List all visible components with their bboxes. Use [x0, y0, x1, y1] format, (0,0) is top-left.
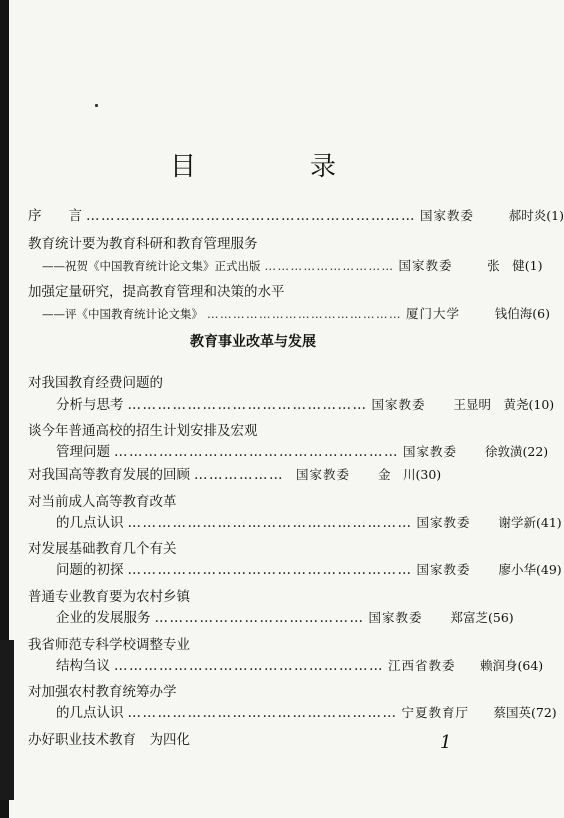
- entry-author: 赖润身(64): [480, 658, 544, 673]
- toc-entry-subtitle: [42, 305, 550, 323]
- toc-entry-preface: [28, 207, 564, 225]
- entry-org: 国家教委: [420, 208, 475, 223]
- leader-dots: ………………………………………………: [127, 705, 398, 721]
- entry-org: 国家教委: [403, 444, 458, 459]
- entry-title: ——祝贺《中国教育统计论文集》正式出版: [42, 259, 261, 273]
- entry-title: 的几点认识: [56, 515, 124, 531]
- toc-entry-subtitle: [42, 257, 543, 275]
- entry-org: 国家教委: [416, 562, 471, 577]
- toc-entry-title: 办好职业技术教育 为四化: [28, 732, 190, 748]
- entry-org: 国家教委: [368, 610, 423, 625]
- print-speck: [95, 104, 98, 107]
- section-heading: 教育事业改革与发展: [190, 334, 316, 350]
- entry-author: 徐敦潢(22): [485, 444, 549, 459]
- toc-entry: [56, 514, 562, 532]
- toc-entry: [56, 609, 514, 627]
- toc-entry-title: 教育统计要为教育科研和教育管理服务: [28, 236, 258, 252]
- entry-title: 管理问题: [56, 444, 110, 460]
- leader-dots: ……………………………………: [154, 610, 365, 626]
- entry-author: 张 健(1): [487, 258, 543, 273]
- leader-dots: ………………………………………………: [114, 658, 384, 674]
- book-spine-shadow-lower: [0, 640, 14, 800]
- entry-org: 江西省教委: [388, 658, 456, 673]
- leader-dots: …………………………………………: [127, 397, 368, 413]
- entry-org: 国家教委: [371, 397, 426, 412]
- entry-author: 郑富芝(56): [450, 610, 514, 625]
- entry-author: 钱伯海(6): [494, 306, 550, 321]
- entry-org: 国家教委: [398, 258, 453, 273]
- toc-entry: [56, 704, 557, 722]
- entry-author: 谢学新(41): [498, 515, 562, 530]
- entry-title: 企业的发展服务: [56, 610, 151, 626]
- leader-dots: ………………………………………: [207, 307, 402, 321]
- entry-author: 郝时炎(1): [508, 208, 564, 223]
- toc-entry-title: 对加强农村教育统筹办学: [28, 684, 177, 700]
- toc-entry: [56, 561, 562, 579]
- entry-org: 宁夏教育厅: [401, 705, 470, 720]
- leader-dots: …………………………………………………: [127, 515, 413, 531]
- leader-dots: ………………: [194, 467, 284, 483]
- leader-dots: …………………………: [264, 259, 395, 273]
- toc-entry: [56, 657, 544, 675]
- entry-title: 对我国高等教育发展的回顾: [28, 467, 190, 483]
- toc-entry-title: 普通专业教育要为农村乡镇: [28, 589, 190, 605]
- entry-title: 分析与思考: [56, 397, 124, 413]
- entry-title: 序 言: [28, 208, 82, 224]
- entry-org: 国家教委: [416, 515, 471, 530]
- toc-entry-title: 我省师范专科学校调整专业: [28, 637, 190, 653]
- entry-title: 问题的初探: [56, 562, 124, 578]
- toc-entry: [28, 466, 440, 484]
- leader-dots: …………………………………………………: [114, 444, 399, 460]
- leader-dots: …………………………………………………………: [86, 208, 416, 224]
- entry-title: 结构刍议: [56, 658, 110, 674]
- toc-entry: [56, 396, 555, 414]
- toc-entry-title: 对当前成人高等教育改革: [28, 494, 177, 510]
- entry-author: 蔡国英(72): [493, 705, 557, 720]
- toc-entry-title: 谈今年普通高校的招生计划安排及宏观: [28, 423, 258, 439]
- page-title: 目 录: [169, 152, 380, 182]
- toc-entry: [56, 443, 549, 461]
- entry-author: 廖小华(49): [498, 562, 562, 577]
- entry-org: 国家教委: [296, 467, 351, 482]
- entry-author: 金 川(30): [378, 467, 442, 482]
- entry-org: 厦门大学: [406, 306, 461, 321]
- toc-entry-title: 加强定量研究，提高教育管理和决策的水平: [28, 284, 285, 300]
- entry-title: ——评《中国教育统计论文集》: [42, 307, 203, 321]
- entry-author: 王显明 黄尧(10): [453, 397, 555, 412]
- toc-entry-title: 对我国教育经费问题的: [28, 375, 163, 391]
- page-number: 1: [440, 732, 452, 753]
- entry-title: 的几点认识: [56, 705, 124, 721]
- toc-entry-title: 对发展基础教育几个有关: [28, 541, 177, 557]
- leader-dots: …………………………………………………: [127, 562, 413, 578]
